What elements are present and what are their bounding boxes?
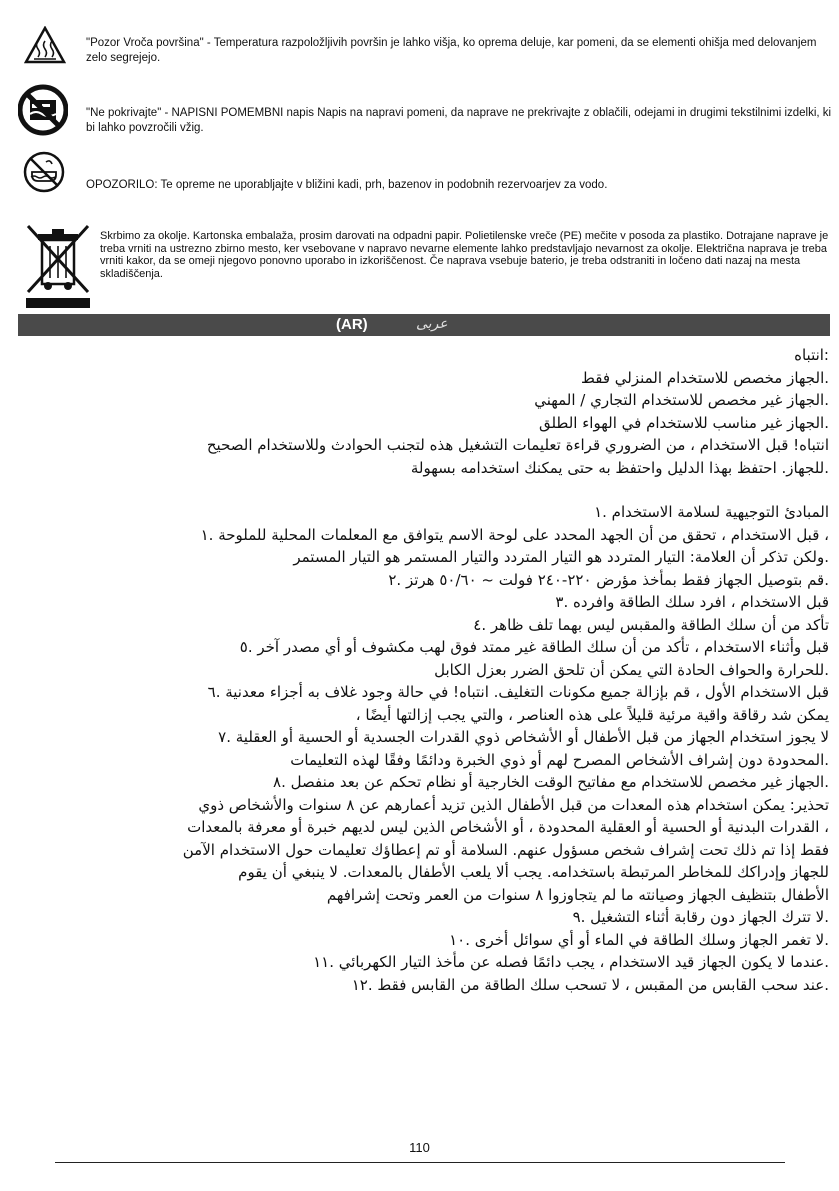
page-number: 110 (409, 1140, 430, 1155)
arabic-line: .ولكن تذكر أن العلامة: التيار المتردد هو التيار المتردد والتيار المستمر هو التيار المستمر (293, 548, 829, 566)
arabic-line: لا يجوز استخدام الجهاز من قبل الأطفال أو الأشخاص ذوي القدرات الجسدية أو الحسية أو العقلية .٧ (218, 728, 829, 746)
arabic-line: يمكن شد رقاقة واقية مرئية قليلاً على هذه العناصر ، والتي يجب إزالتها أيضًا ، (355, 705, 829, 724)
hot-surface-icon (24, 26, 66, 69)
arabic-line: ، قبل الاستخدام ، تحقق من أن الجهد المحدد على لوحة الاسم يتوافق مع المعلمات المحلية للملوحة .١ (200, 525, 829, 544)
arabic-line: .قم بتوصيل الجهاز فقط بمأخذ مؤرض ٢٢٠-٢٤٠ فولت ~ ٥٠/٦٠ هرتز .٢ (388, 570, 829, 589)
arabic-line: .الجهاز غير مخصص للاستخدام مع مفاتيح الوقت الخارجية أو نظام تحكم عن بعد منفصل .٨ (273, 773, 829, 791)
arabic-line: .للحرارة والحواف الحادة التي يمكن أن تلحق الضرر بعزل الكابل (434, 660, 829, 679)
arabic-line: .للجهاز. احتفظ بهذا الدليل واحتفظ به حتى يمكنك استخدامه بسهولة (410, 458, 829, 477)
warning-text: Skrbimo za okolje. Kartonska embalaža, prosim darovati na odpadni papir. Polietilenske vreče (PE) mečite v posoda za plastiko. Dotrajane naprave je treba vrniti na ustrezno zbirno mesto, ker vsebovane v napravo nevarne elemente lahko predstavljajo nevarnost za okolje. Električna naprava je treba vrniti kakor, da se omeji njegovo ponovno uporabo in izkoriščenost. Če naprava vsebuje baterio, je treba odstraniti in ločeno dati nazaj na mesta skladiščenja. (100, 230, 829, 280)
warning-text: "Ne pokrivajte" - NAPISNI POMEMBNI napis Napis na napravi pomeni, da naprave ne prekrivajte z oblačili, odejami in drugimi tekstilnimi izdelki, ki bi lahko povzročili vžig. (86, 107, 832, 134)
arabic-line: .الجهاز غير مخصص للاستخدام التجاري / المهني (534, 391, 829, 409)
arabic-line: انتباه! قبل الاستخدام ، من الضروري قراءة تعليمات التشغيل هذه لتجنب الحوادث وللاستخدام الصحيح (206, 436, 829, 454)
section-script-label: عربى (416, 316, 448, 332)
arabic-line: :انتباه (794, 346, 829, 364)
arabic-line: ، القدرات البدنية أو الحسية أو العقلية المحدودة ، أو الأشخاص الذين ليس لديهم خبرة أو معرفة بالمعدات (187, 818, 829, 836)
arabic-line: .المحدودة دون إشراف الأشخاص المصرح لهم أو ذوي الخبرة ودائمًا وفقًا لهذه التعليمات (290, 750, 829, 769)
section-code: (AR) (336, 316, 368, 333)
blank-line (17, 479, 829, 501)
arabic-line: المبادئ التوجيهية لسلامة الاستخدام .١ (594, 503, 829, 521)
section-header-arabic (18, 314, 830, 336)
arabic-line: للجهاز وإدراكك للمخاطر المرتبطة باستخدامه. يجب ألا يلعب الأطفال بالمعدات. لا ينبغي أن يقوم (238, 863, 829, 881)
arabic-line: .لا تغمر الجهاز وسلك الطاقة في الماء أو أي سوائل أخرى .١٠ (449, 930, 829, 949)
warning-environment (18, 222, 833, 310)
footer-divider (55, 1162, 785, 1163)
warning-do-not-cover (18, 84, 833, 140)
arabic-line: .لا تترك الجهاز دون رقابة أثناء التشغيل .٩ (572, 908, 829, 926)
arabic-line: فقط إذا تم ذلك تحت إشراف شخص مسؤول عنهم. السلامة أو تم إعطاؤك تعليمات حول الاستخدام الآمن (182, 840, 829, 859)
no-bathtub-icon (22, 150, 66, 199)
do-not-cover-icon (18, 84, 68, 141)
arabic-line: .الجهاز مخصص للاستخدام المنزلي فقط (581, 368, 829, 387)
warning-text: "Pozor Vroča površina" - Temperatura razpoložljivih površin je lahko višja, ko oprema deluje, kar pomeni, da se elementi ohišja med delovanjem zelo segrejejo. (86, 37, 817, 64)
warning-text: OPOZORILO: Te opreme ne uporabljajte v bližini kadi, prh, bazenov in podobnih rezervoarjev za vodo. (86, 179, 608, 191)
arabic-line: .عند سحب القابس من المقبس ، لا تسحب سلك الطاقة من القابس فقط .١٢ (351, 975, 829, 994)
arabic-line: .عندما لا يكون الجهاز قيد الاستخدام ، يجب دائمًا فصله عن مأخذ التيار الكهربائي .١١ (313, 953, 829, 971)
arabic-line: .الجهاز غير مناسب للاستخدام في الهواء الطلق (538, 413, 829, 432)
arabic-line: تأكد من أن سلك الطاقة والمقبس ليس بهما تلف ظاهر .٤ (473, 615, 829, 634)
arabic-line: الأطفال بتنظيف الجهاز وصيانته ما لم يتجاوزوا ٨ سنوات من العمر وتحت إشرافهم (326, 885, 829, 904)
arabic-line: تحذير: يمكن استخدام هذه المعدات من قبل الأطفال الذين تزيد أعمارهم عن ٨ سنوات والأشخاص ذوي (198, 795, 829, 814)
arabic-instructions (17, 344, 829, 996)
arabic-line: قبل وأثناء الاستخدام ، تأكد من أن سلك الطاقة غير ممتد فوق لهب مكشوف أو أي مصدر آخر .٥ (239, 638, 829, 656)
arabic-line: قبل الاستخدام الأول ، قم بإزالة جميع مكونات التغليف. انتباه! في حالة وجود غلاف به أجزاء معدنية .٦ (207, 683, 829, 701)
warning-hot-surface (18, 26, 833, 70)
arabic-line: قبل الاستخدام ، افرد سلك الطاقة وافرده .٣ (555, 593, 829, 611)
warning-no-bathtub (18, 150, 833, 196)
weee-bin-icon (22, 222, 94, 315)
